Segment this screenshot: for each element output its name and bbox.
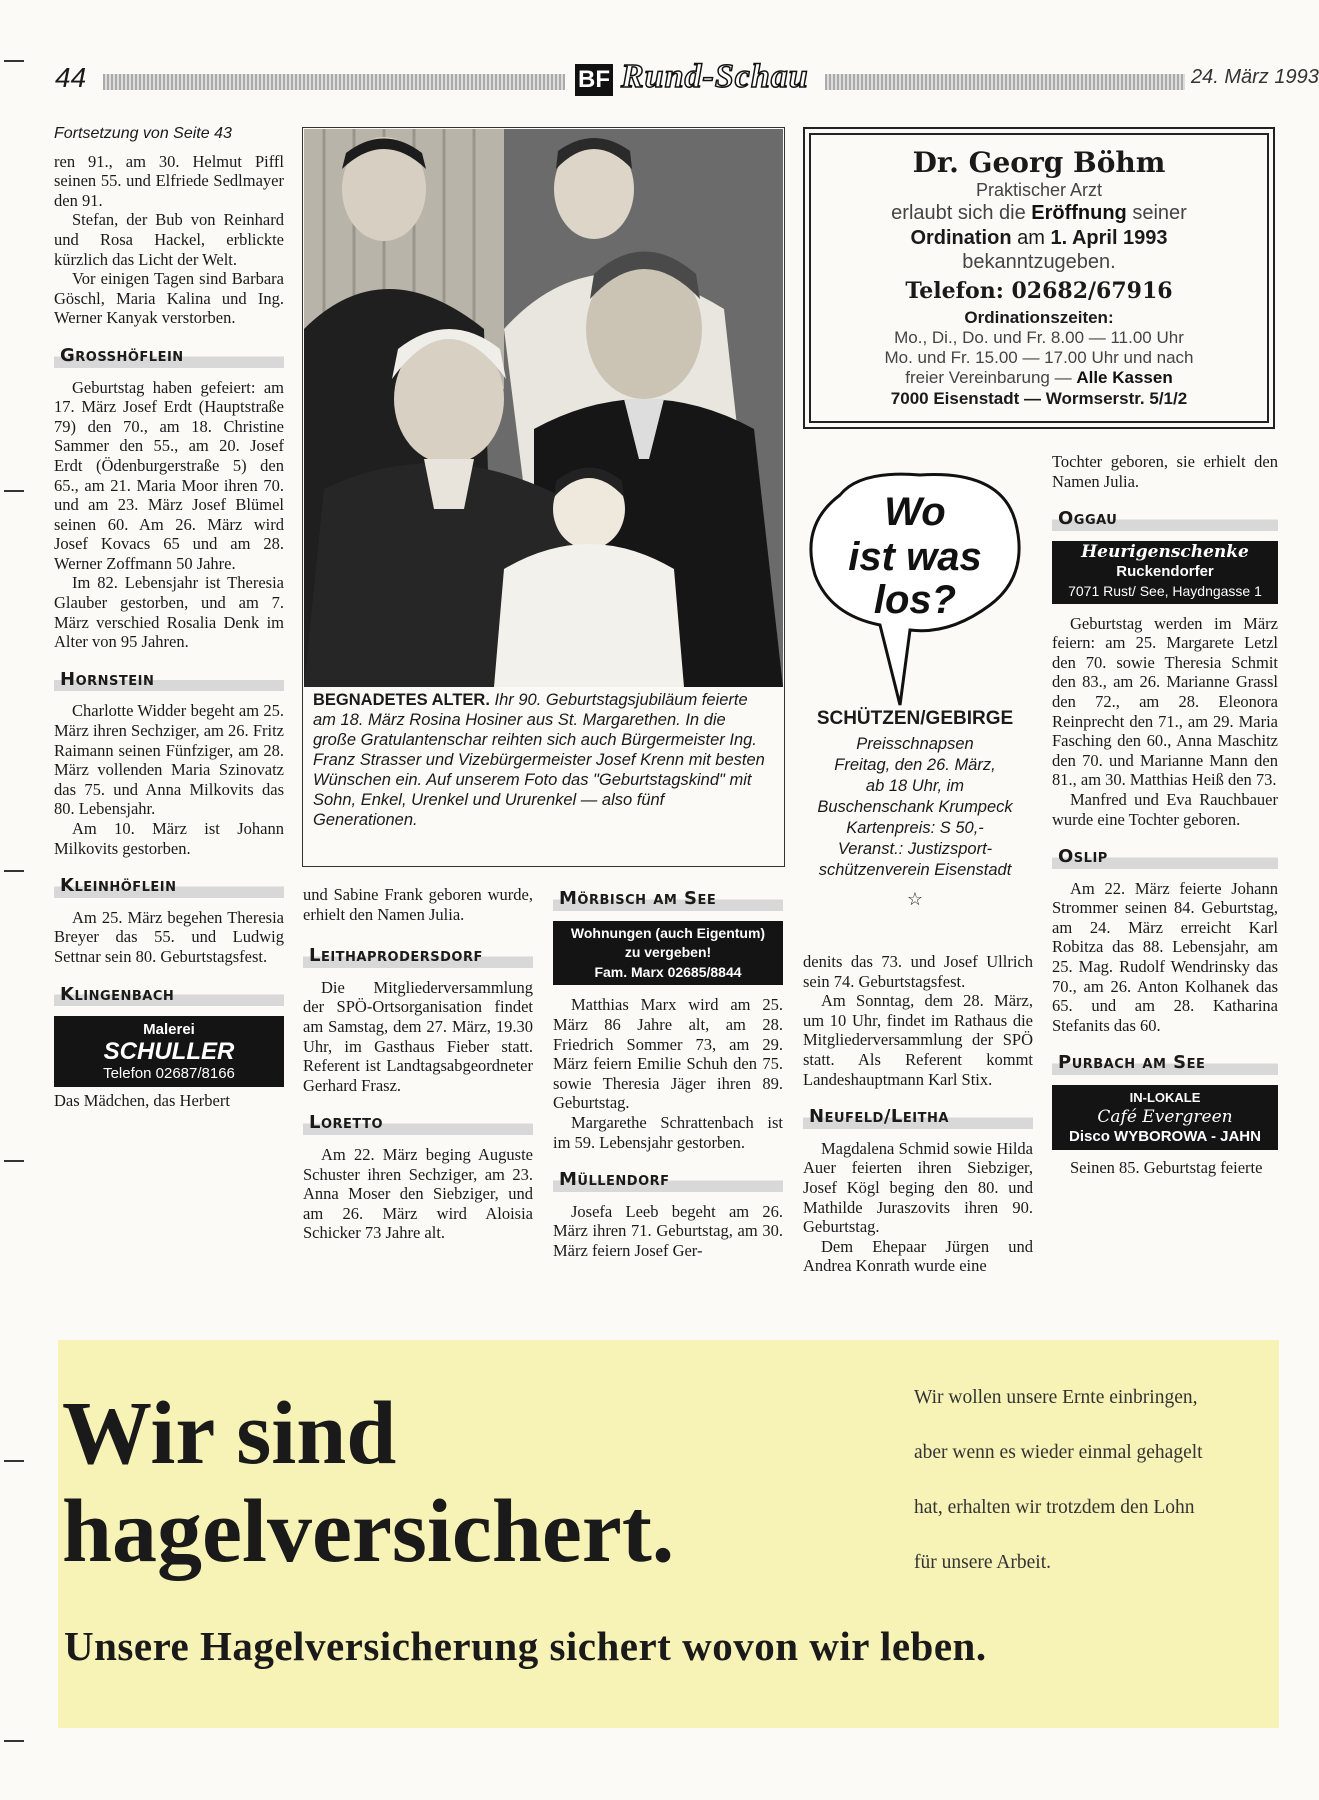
section-heading-klingenbach: Klingenbach — [54, 981, 284, 1007]
doctor-hours2: Mo. und Fr. 15.00 — 17.00 Uhr und nach — [884, 348, 1194, 367]
doctor-l2a: Ordination — [910, 227, 1012, 249]
ad-side-line: aber wenn es wieder einmal gehagelt — [914, 1442, 1203, 1463]
ad-heurigen-line1: Heurigenschenke — [1081, 541, 1249, 562]
col1-para: Vor einigen Tagen sind Barbara Göschl, Maria Kalina und Ing. Werner Kanyak verstorben. — [54, 269, 284, 328]
scan-mark — [4, 1160, 24, 1162]
doctor-l2c: 1. April 1993 — [1050, 227, 1168, 249]
speech-bubble-icon — [800, 465, 1030, 705]
star-icon: ☆ — [906, 889, 924, 909]
doctor-hours3 — [811, 368, 1267, 388]
section-heading-loretto: Loretto — [303, 1109, 533, 1135]
ad-side-text — [914, 1370, 1284, 1590]
ad-evergreen-line2: Café Evergreen — [1097, 1106, 1233, 1127]
col5-para: Manfred und Eva Rauchbauer wurde eine Tochter geboren. — [1052, 789, 1278, 829]
event-details — [800, 734, 1030, 881]
col4-para: denits das 73. und Josef Ullrich sein 74. Geburtstagsfest. — [803, 952, 1033, 991]
header-rule-left — [103, 74, 565, 90]
column-3 — [553, 885, 783, 1261]
col5-intro: Tochter geboren, sie erhielt den Namen Julia. — [1052, 452, 1278, 491]
doctor-l1a: erlaubt sich die — [891, 202, 1032, 224]
doctor-ad-inner — [809, 133, 1269, 423]
section-heading-moerbisch: Mörbisch am See — [553, 885, 783, 911]
bubble-line-3: los? — [873, 578, 957, 622]
event-line: Kartenpreis: S 50,- — [846, 819, 984, 837]
section-heading-muellendorf: Müllendorf — [553, 1166, 783, 1192]
family-photo-drawing — [304, 129, 783, 687]
doctor-title: Praktischer Arzt — [975, 180, 1103, 200]
col5-para: Am 22. März feierte Johann Strommer seinen 84. Geburtstag, am 24. März erreicht Karl Robitza das 88. Lebensjahr, am 25. Mag. Rudolf Wendrinsky das 70., am 26. Anton Kolhanek das 65. und am 28. Katharina Stefanits das 60. — [1052, 878, 1278, 1035]
col1-para: ren 91., am 30. Helmut Piffl seinen 55. und Elfriede Sedlmayer den 91. — [54, 151, 284, 210]
logo-letters: BF — [575, 64, 613, 96]
ad-evergreen-line3: Disco WYBOROWA - JAHN — [1069, 1128, 1261, 1146]
col1-para: Am 25. März begehen Theresia Breyer das 55. und Ludwig Settnar sein 80. Geburtstagsfest. — [54, 907, 284, 966]
ad-wohnungen-line3: Fam. Marx 02685/8844 — [594, 963, 742, 980]
section-heading-leithaprodersdorf: Leithaprodersdorf — [303, 942, 533, 968]
ad-slogan: Unsere Hagelversicherung sichert wovon wir leben. — [64, 1623, 987, 1669]
doctor-ad — [803, 127, 1275, 429]
doctor-line2 — [811, 226, 1267, 250]
event-title: SCHÜTZEN/GEBIRGE — [816, 708, 1014, 729]
doctor-address: 7000 Eisenstadt — Wormserstr. 5/1/2 — [890, 389, 1188, 408]
photo-box — [302, 127, 785, 867]
event-line: schützenverein Eisenstadt — [818, 861, 1012, 879]
doctor-name: Dr. Georg Böhm — [912, 146, 1166, 179]
event-line: ab 18 Uhr, im — [865, 777, 965, 795]
doctor-l1c: seiner — [1126, 202, 1187, 224]
col1-para: Im 82. Lebensjahr ist Theresia Glauber gestorben, und am 7. März verschied Rosalia Denk im Alter von 95 Jahren. — [54, 573, 284, 652]
col4-para: Dem Ehepaar Jürgen und Andrea Konrath wurde eine — [803, 1236, 1033, 1276]
section-heading-oggau: Oggau — [1052, 505, 1278, 531]
col1-para: Charlotte Widder begeht am 25. März ihren Sechziger, am 26. Fritz Raimann seinen Fünfziger, am 28. März vollenden Maria Szinovatz das 75. und Anna Milkovits das 80. Lebensjahr. — [54, 701, 284, 819]
ad-heurigen — [1052, 541, 1278, 604]
col1-para: Geburtstag haben gefeiert: am 17. März Josef Erdt (Hauptstraße 79) den 70., am 18. Christine Sammer den 55., am 20. Josef Erdt (Ödenburgerstraße 5) den 65., am 21. Maria Moor ihren 70. und am 23. März Josef Blümel seinen 60. Am 26. März wird Josef Kovacs 65 und am 28. Werner Zoffmann 50 Jahre. — [54, 377, 284, 573]
col5-tail: Seinen 85. Geburtstag feierte — [1070, 1157, 1263, 1177]
scan-mark — [4, 60, 24, 62]
section-heading-purbach: Purbach am See — [1052, 1049, 1278, 1075]
ad-schuller-line2: SCHULLER — [103, 1037, 235, 1065]
col2-para: Am 22. März beging Auguste Schuster ihren Sechziger, am 23. Anna Moser den Siebziger, und am 26. März wird Aloisia Schicker 73 Jahre alt. — [303, 1144, 533, 1243]
ad-headline-2: hagelversichert. — [62, 1482, 675, 1581]
event-line: Buschenschank Krumpeck — [817, 798, 1013, 816]
ad-evergreen-line1: IN-LOKALE — [1129, 1090, 1201, 1106]
ad-evergreen — [1052, 1085, 1278, 1150]
ad-schuller-line3: Telefon 02687/8166 — [103, 1064, 235, 1082]
column-2 — [303, 885, 533, 1243]
caption-text: Ihr 90. Geburtstagsjubiläum feierte am 18. März Rosina Hosiner aus St. Margarethen. In die große Gratulantenschar reihten sich auch Bürgermeister Ing. Franz Strasser und Vizebürgermeister Josef Krenn mit besten Wünschen ein. Auf unserem Foto das "Geburtstagskind" mit Sohn, Enkel, Urenkel und Ururenkel — also fünf Generationen. — [313, 691, 765, 829]
event-line: Veranst.: Justizsport- — [837, 840, 993, 858]
caption-head: BEGNADETES ALTER. — [313, 691, 490, 709]
col3-para: Matthias Marx wird am 25. März 86 Jahre alt, am 28. Friedrich Sommer 73, am 29. März feiern Emilie Schuh den 75. sowie Theresia Jäger ihren 89. Geburtstag. — [553, 995, 783, 1113]
bottom-ad-hagel — [58, 1340, 1279, 1728]
event-line: Freitag, den 26. März, — [834, 756, 996, 774]
event-box — [800, 465, 1030, 910]
header-rule-right — [825, 74, 1185, 90]
ad-side-line: für unsere Arbeit. — [914, 1552, 1051, 1573]
ad-schuller — [54, 1016, 284, 1087]
event-line: Preisschnapsen — [856, 735, 974, 753]
col1-para: Am 10. März ist Johann Milkovits gestorben. — [54, 819, 284, 858]
family-photo — [304, 129, 783, 687]
doctor-l1b: Eröffnung — [1031, 202, 1127, 224]
section-heading-hornstein: Hornstein — [54, 666, 284, 692]
col3-para: Margarethe Schrattenbach ist im 59. Lebensjahr gestorben. — [553, 1112, 783, 1152]
section-heading-oslip: Oslip — [1052, 843, 1278, 869]
doctor-l3: bekanntzugeben. — [962, 251, 1116, 273]
photo-caption — [313, 690, 771, 830]
ad-side-line: Wir wollen unsere Ernte einbringen, — [914, 1387, 1198, 1408]
doctor-hours3a: freier Vereinbarung — — [905, 368, 1077, 387]
section-heading-neufeld: Neufeld/Leitha — [803, 1103, 1033, 1129]
doctor-line1 — [811, 201, 1267, 226]
column-4 — [803, 952, 1033, 1276]
ad-wohnungen-line2: zu vergeben! — [624, 944, 712, 961]
ad-headline-1: Wir sind — [62, 1384, 397, 1483]
logo-title: Rund-Schau — [621, 58, 809, 95]
doctor-hours-title: Ordinationszeiten: — [964, 308, 1114, 327]
col4-para: Am Sonntag, dem 28. März, um 10 Uhr, findet im Rathaus die Mitgliederversammlung der SPÖ statt. Als Referent kommt Landeshauptmann Karl Stix. — [803, 991, 1033, 1089]
scan-mark — [4, 490, 24, 492]
col1-tail: Das Mädchen, das Herbert — [54, 1091, 230, 1111]
ad-side-line: hat, erhalten wir trotzdem den Lohn — [914, 1497, 1195, 1518]
section-heading-kleinhoeflein: Kleinhöflein — [54, 872, 284, 898]
scan-mark — [4, 870, 24, 872]
col2-para: Die Mitgliederversammlung der SPÖ-Ortsorganisation findet am Samstag, dem 27. März, 19.30 Uhr, im Gasthaus Fieber statt. Referent ist Landtagsabgeordneter Gerhard Frasz. — [303, 977, 533, 1095]
col1-para: Stefan, der Bub von Reinhard und Rosa Hackel, erblickte kürzlich das Licht der Welt. — [54, 210, 284, 269]
doctor-hours3b: Alle Kassen — [1076, 368, 1173, 387]
ad-wohnungen — [553, 921, 783, 986]
col2-intro: und Sabine Frank geboren wurde, erhielt den Namen Julia. — [303, 885, 533, 924]
scan-mark — [4, 1460, 24, 1462]
bubble-line-2: ist was — [848, 535, 982, 579]
page-header — [55, 58, 1319, 102]
page-number: 44 — [55, 62, 87, 93]
page-date: 24. März 1993 — [1191, 66, 1319, 88]
column-1 — [54, 124, 284, 1111]
ad-schuller-line1: Malerei — [143, 1021, 195, 1039]
continued-note: Fortsetzung von Seite 43 — [54, 125, 232, 142]
ad-wohnungen-line1: Wohnungen (auch Eigentum) — [570, 924, 766, 941]
col5-para: Geburtstag werden im März feiern: am 25. Margarete Letzl den 70. sowie Theresia Schmit den 83., am 26. Marianne Grassl den 72., am 28. Eleonora Reinprecht den 71., am 29. Maria Fasching den 60., Anna Maschitz den 70. und Marianne Mann den 81., am 30. Matthias Heiß den 73. — [1052, 613, 1278, 790]
col3-para: Josefa Leeb begeht am 26. März ihren 71. Geburtstag, am 30. März feiern Josef Ger- — [553, 1201, 783, 1260]
ad-heurigen-line3: 7071 Rust/ See, Haydngasse 1 — [1068, 582, 1262, 599]
column-5 — [1052, 452, 1278, 1318]
doctor-phone: Telefon: 02682/67916 — [905, 278, 1173, 304]
bubble-line-1: Wo — [884, 490, 946, 534]
section-heading-grosshoeflein: Grosshöflein — [54, 342, 284, 368]
doctor-hours1: Mo., Di., Do. und Fr. 8.00 — 11.00 Uhr — [894, 328, 1184, 347]
ad-heurigen-line2: Ruckendorfer — [1116, 563, 1214, 581]
doctor-l2b: am — [1011, 227, 1051, 249]
scan-mark — [4, 1740, 24, 1742]
col4-para: Magdalena Schmid sowie Hilda Auer feierten ihren Siebziger, Josef Kögl beging den 80. und Mathilde Juraszovits ihren 90. Geburtstag. — [803, 1138, 1033, 1237]
